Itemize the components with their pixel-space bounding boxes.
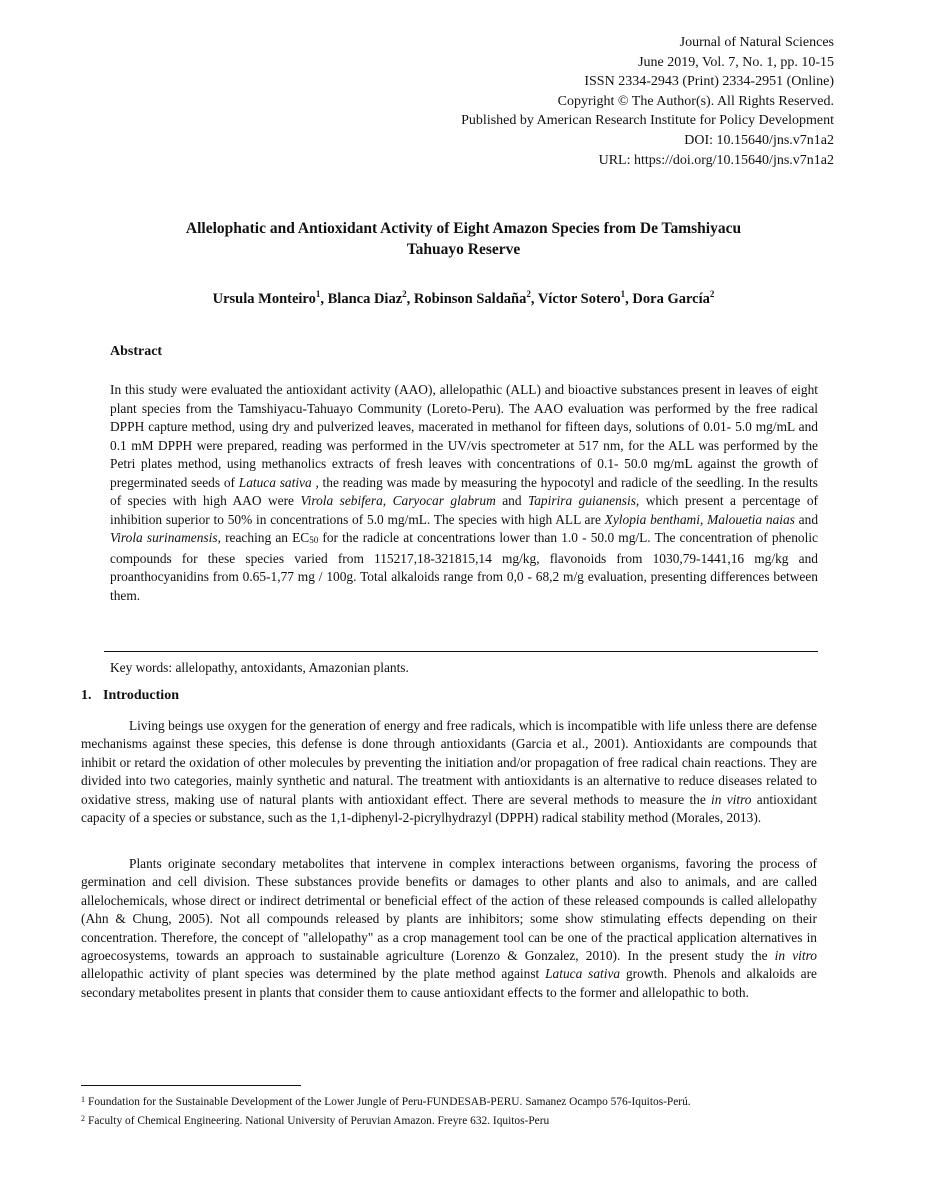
author-list: Ursula Monteiro$^1$, Blanca Diaz$^2$, Robinson Saldaña$^2$, Víctor Sotero$^1$, Dora García$^2$ [212,289,715,307]
affiliation-mark: 2 [402,289,407,299]
species-name: Xylopia benthami [604,511,700,527]
affiliation-mark: 2 [709,289,715,299]
species-name: Virola sebifera [300,493,383,508]
copyright-notice: Copyright © The Author(s). All Rights Reserved. [557,93,834,109]
paper-title-line-1: Allelophatic and Antioxidant Activity of Eight Amazon Species from De Tamshiyacu [185,220,742,237]
author: Dora García$^2$ [632,289,715,307]
author: Robinson Saldaña$^2$ [413,289,531,307]
journal-name: Journal of Natural Sciences [679,35,834,50]
species-name: Virola surinamensis [110,530,218,545]
abstract-body: In this study were evaluated the antioxidant activity (AAO), allelopathic (ALL) and bioactive substances present in leaves of eight plant species from the Tamshiyacu-Tahuayo Community (Loreto-Peru). The AAO evaluation was performed by the free radical DPPH capture method, using dry and pulverized leaves, macerated in methanol for fifteen days, solutions of 0.01- 5.0 mg/mL and 0.1 mM DPPH were prepared, reading was performed in the UV/vis spectrometer at 517 nm, for the ALL was performed by the Petri plates method, using methanolics extracts of fresh leaves with concentrations of 0.1- 50.0 mg/mL against the growth of pregerminated seeds of Latuca sativa , the reading was made by measuring the hypocotyl and radicle of the seedling. In the results of species with high AAO were Virola sebifera, Caryocar glabrum and Tapirira guianensis, which present a percentage of inhibition superior to 50% in concentrations of 5.0 mg/mL. The species with high ALL are Xylopia benthami, Malouetia naias and Virola surinamensis, reaching an $EC_{50}$ for the radicle at concentrations lower than 1.0 - 50.0 mg/L. The concentration of phenolic compounds for these species varied from 115217,18-321815,14 mg/kg, flavonoids from 1030,79-1441,16 mg/kg and proanthocyanidins from 0.65-1,77 mg / 100g. Total alkaloids range from 0,0 - 68,2 m/g evaluation, presenting differences between them. [110,382,819,603]
journal-issn: ISSN 2334-2943 (Print) 2334-2951 (Online) [584,74,834,90]
keywords: Key words: allelopathy, antoxidants, Amazonian plants. [110,660,409,675]
species-name: Latuca sativa [238,474,312,490]
affiliation-mark: 1 [315,289,321,299]
abstract-divider [104,651,818,652]
doi: DOI: 10.15640/jns.v7n1a2 [684,132,834,148]
article-url[interactable]: URL: https://doi.org/10.15640/jns.v7n1a2 [598,152,834,168]
footnote: $^2$ Faculty of Chemical Engineering. National University of Peruvian Amazon. Freyre 632. Iquitos-Peru [81,1113,550,1127]
author: Víctor Sotero$^1$ [537,289,626,307]
abstract-heading: Abstract [110,344,163,359]
species-name: Malouetia naias [707,511,795,527]
intro-paragraph-2: Plants originate secondary metabolites that intervene in complex interactions between organisms, favoring the process of germination and cell division. These substances provide benefits or damages to other plants and also to animals, and are called allelochemicals, whose direct or indirect detrimental or beneficial effect of the action of these released compounds is called allelopathy (Ahn & Chung, 2005). Not all compounds released by plants are inhibitors; some show stimulating effects depending on their concentration. Therefore, the concept of "allelopathy" as a crop management tool can be one of the practical application alternatives in agroecosystems, towards an approach to sustainable agriculture (Lorenzo & Gonzalez, 2010). In the present study the in vitro allelopathic activity of plant species was determined by the plate method against Latuca sativa growth. Phenols and alkaloids are secondary metabolites present in plants that consider them to cause antioxidant effects to the former and allelopathic to both. [81,856,817,1000]
footnote: $^1$ Foundation for the Sustainable Development of the Lower Jungle of Peru-FUNDESAB-PERU. Samanez Ocampo 576-Iquitos-Perú. [81,1095,691,1108]
footnotes [81,1092,821,1129]
section-heading-introduction [81,688,179,704]
species-name: Tapirira guianensis [528,493,636,508]
section-title: Introduction [103,688,179,703]
affiliation-mark: 2 [526,289,531,299]
paper-title [100,218,827,260]
journal-issue: June 2019, Vol. 7, No. 1, pp. 10-15 [638,54,834,70]
species-name: Caryocar glabrum [392,493,496,508]
affiliation-mark: 1 [620,289,626,299]
author: Blanca Diaz$^2$ [327,289,407,307]
intro-paragraph-1: Living beings use oxygen for the generation of energy and free radicals, which is incompatible with life unless there are defense mechanisms against these species, this defense is done through antioxidants (Garcia et al., 2001). Antioxidants are compounds that inhibit or retard the oxidation of other molecules by preventing the initiation and/or propagation of free radical chain reactions. They are divided into two categories, mainly synthetic and natural. The treatment with antioxidants is an alternative to reduce diseases related to oxidative stress, making use of natural plants with antioxidant effect. There are several methods to measure the in vitro antioxidant capacity of a species or substance, such as the 1,1-diphenyl-2-picrylhydrazyl (DPPH) radical stability method (Morales, 2013). [81,718,817,826]
journal-masthead [461,33,834,170]
footnote-divider [81,1085,301,1086]
author: Ursula Monteiro$^1$ [212,289,321,307]
paper-title-line-2: Tahuayo Reserve [406,241,521,258]
section-number: 1. [81,688,92,703]
publisher: Published by American Research Institute for Policy Development [461,113,834,129]
